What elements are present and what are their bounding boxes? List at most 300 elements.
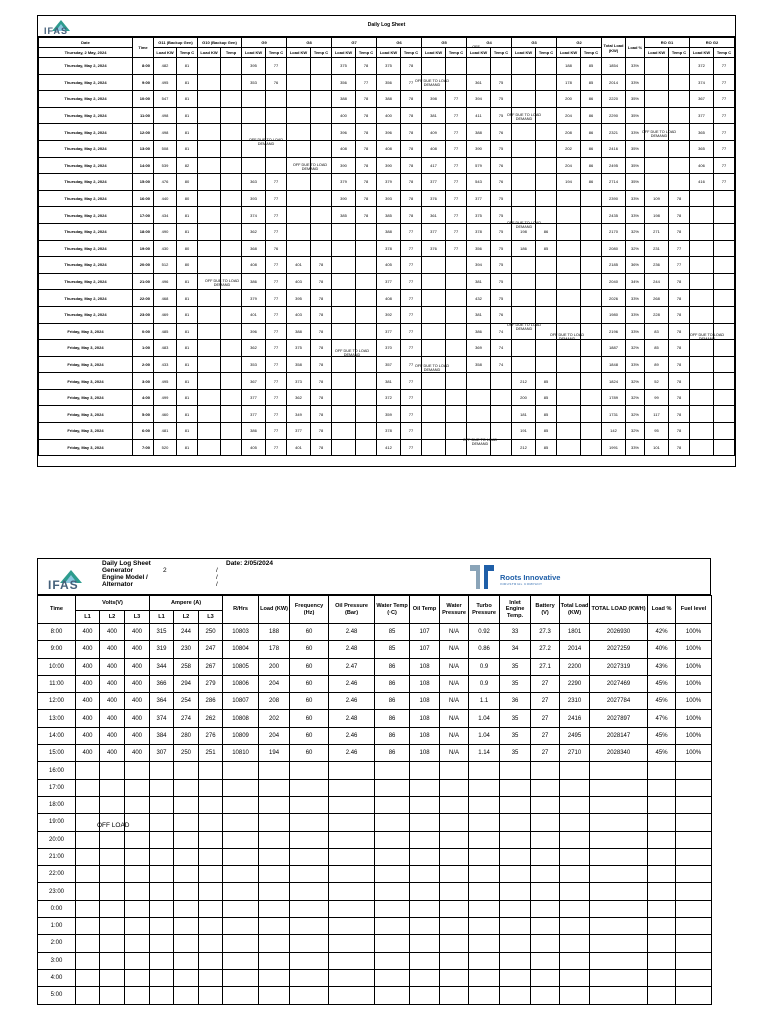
cell-tp: 1.14 bbox=[469, 745, 500, 762]
note-off-load-g3-c: OFF DUE TO LOAD DEMAND bbox=[506, 323, 542, 332]
cell-freq: 60 bbox=[290, 658, 329, 675]
row-time: 6:00 bbox=[133, 423, 154, 440]
cell-g9t: 76 bbox=[266, 240, 287, 257]
sub-l2: L2 bbox=[174, 611, 199, 624]
cell-g5t bbox=[446, 290, 467, 307]
cell-g10t bbox=[221, 91, 242, 108]
cell-bat: 27 bbox=[531, 693, 560, 710]
cell-pct: 35% bbox=[626, 107, 645, 124]
table-row bbox=[38, 745, 712, 762]
col-header-g11: G11 (Backup Gen) bbox=[154, 38, 198, 48]
cell-ot bbox=[410, 796, 440, 813]
cell-total: 2435 bbox=[602, 207, 626, 224]
cell-g4t: 74 bbox=[491, 356, 512, 373]
cell-tl bbox=[560, 866, 590, 883]
table-row bbox=[39, 157, 735, 174]
cell-pct: 32% bbox=[626, 406, 645, 423]
cell-ro1t bbox=[669, 91, 690, 108]
sub-load-kw: Load KW bbox=[645, 48, 669, 58]
sub-temp: Temp bbox=[221, 48, 242, 58]
cell-g5kw: 408 bbox=[422, 140, 446, 157]
cell-pct: 32% bbox=[626, 223, 645, 240]
cell-g5kw bbox=[422, 306, 446, 323]
cell-fuel bbox=[676, 987, 712, 1004]
cell-ro1kw: 109 bbox=[645, 190, 669, 207]
cell-g5t bbox=[446, 373, 467, 390]
cell-g5t: 77 bbox=[446, 157, 467, 174]
cell-g11kw: 433 bbox=[154, 356, 177, 373]
cell-g4t: 76 bbox=[491, 174, 512, 191]
cell-g9kw bbox=[242, 107, 266, 124]
slash-1: / bbox=[216, 567, 218, 574]
cell-load: 204 bbox=[259, 675, 290, 692]
cell-ro2kw: 372 bbox=[690, 58, 714, 75]
cell-kwh bbox=[590, 883, 648, 900]
cell-wt bbox=[375, 969, 410, 986]
cell-a3 bbox=[199, 796, 223, 813]
cell-ro2t bbox=[714, 306, 735, 323]
cell-g7t bbox=[356, 240, 377, 257]
cell-ro1t bbox=[669, 58, 690, 75]
cell-ro1t: 78 bbox=[669, 356, 690, 373]
sub-load-kw: Load KW bbox=[422, 48, 446, 58]
cell-g3t: 85 bbox=[536, 240, 557, 257]
cell-v2 bbox=[100, 935, 125, 952]
cell-g3t bbox=[536, 273, 557, 290]
cell-g7kw: 390 bbox=[332, 190, 356, 207]
cell-ro2kw bbox=[690, 340, 714, 357]
cell-g3kw: 198 bbox=[512, 223, 536, 240]
cell-v1 bbox=[76, 969, 100, 986]
cell-g3t bbox=[536, 190, 557, 207]
cell-g4t bbox=[491, 389, 512, 406]
cell-g3kw: 181 bbox=[512, 406, 536, 423]
cell-ro2kw bbox=[690, 406, 714, 423]
cell-a2: 274 bbox=[174, 710, 199, 727]
cell-g11kw: 440 bbox=[154, 190, 177, 207]
cell-a2 bbox=[174, 900, 199, 917]
row-date: Thursday, May 2, 2024 bbox=[39, 124, 133, 141]
row-time: 23:00 bbox=[133, 306, 154, 323]
cell-load bbox=[259, 796, 290, 813]
sub-load-kw: Load KW bbox=[242, 48, 266, 58]
cell-oilp: 2.48 bbox=[329, 624, 375, 641]
cell-g8t: 78 bbox=[311, 406, 332, 423]
cell-v3 bbox=[125, 866, 150, 883]
cell-wp: N/A bbox=[440, 641, 469, 658]
cell-v2: 400 bbox=[100, 641, 125, 658]
cell-g4t: 75 bbox=[491, 240, 512, 257]
cell-tp bbox=[469, 796, 500, 813]
cell-g10kw bbox=[198, 389, 221, 406]
row-date: Friday, May 3, 2024 bbox=[39, 356, 133, 373]
cell-g2kw: 208 bbox=[557, 124, 581, 141]
cell-ro2kw bbox=[690, 273, 714, 290]
cell-g4kw: 369 bbox=[467, 340, 491, 357]
cell-g8kw: 388 bbox=[287, 323, 311, 340]
cell-tl bbox=[560, 762, 590, 779]
cell-g10kw bbox=[198, 124, 221, 141]
cell-fuel bbox=[676, 866, 712, 883]
cell-g2kw: 204 bbox=[557, 157, 581, 174]
row-date: Friday, May 3, 2024 bbox=[39, 323, 133, 340]
cell-g6t: 78 bbox=[401, 58, 422, 75]
cell-g9t: 77 bbox=[266, 389, 287, 406]
cell-g10kw bbox=[198, 257, 221, 274]
cell-load bbox=[259, 918, 290, 935]
cell-load: 194 bbox=[259, 745, 290, 762]
cell-a3: 267 bbox=[199, 658, 223, 675]
cell-g4kw: 378 bbox=[467, 223, 491, 240]
sheet1-table bbox=[38, 37, 735, 456]
cell-wt bbox=[375, 987, 410, 1004]
col-header-water-temp: Water Temp (·C) bbox=[375, 596, 410, 624]
cell-wt bbox=[375, 935, 410, 952]
col-header-volts: Volts(V) bbox=[76, 596, 150, 611]
cell-kwh bbox=[590, 952, 648, 969]
cell-g4t bbox=[491, 58, 512, 75]
cell-ro1t: 78 bbox=[669, 373, 690, 390]
cell-ro1kw bbox=[645, 74, 669, 91]
cell-g6kw: 359 bbox=[377, 406, 401, 423]
cell-a2: 254 bbox=[174, 693, 199, 710]
cell-g9t: 77 bbox=[266, 439, 287, 456]
cell-a1 bbox=[150, 883, 174, 900]
row-time: 13:00 bbox=[133, 140, 154, 157]
cell-g6t: 78 bbox=[401, 190, 422, 207]
table-row bbox=[39, 207, 735, 224]
col-header-g6: G6 bbox=[377, 38, 422, 48]
cell-ro2t bbox=[714, 406, 735, 423]
cell-kwh bbox=[590, 987, 648, 1004]
cell-g5t bbox=[446, 406, 467, 423]
cell-total: 2321 bbox=[602, 124, 626, 141]
cell-oilp bbox=[329, 987, 375, 1004]
cell-g4kw: 432 bbox=[467, 290, 491, 307]
cell-tl bbox=[560, 779, 590, 796]
cell-g3t bbox=[536, 340, 557, 357]
cell-kwh: 2027319 bbox=[590, 658, 648, 675]
cell-g3kw bbox=[512, 356, 536, 373]
cell-g7t bbox=[356, 389, 377, 406]
cell-g10t bbox=[221, 58, 242, 75]
cell-a2 bbox=[174, 952, 199, 969]
cell-load: 188 bbox=[259, 624, 290, 641]
cell-g11kw: 520 bbox=[154, 439, 177, 456]
cell-g6kw: 357 bbox=[377, 356, 401, 373]
cell-rhrs bbox=[223, 900, 259, 917]
cell-a3 bbox=[199, 848, 223, 865]
cell-g2t bbox=[581, 273, 602, 290]
cell-a3 bbox=[199, 969, 223, 986]
cell-g2kw: 194 bbox=[557, 174, 581, 191]
cell-kwh: 2027784 bbox=[590, 693, 648, 710]
cell-fuel bbox=[676, 935, 712, 952]
cell-g5t bbox=[446, 423, 467, 440]
col-header-oil-pressure: Oil Pressure (Bar) bbox=[329, 596, 375, 624]
cell-g7t bbox=[356, 423, 377, 440]
cell-g5kw bbox=[422, 423, 446, 440]
cell-g7t: 78 bbox=[356, 91, 377, 108]
sheet2-table bbox=[37, 595, 712, 1005]
daily-log-sheet-1 bbox=[37, 15, 736, 467]
cell-v1 bbox=[76, 935, 100, 952]
cell-v1: 400 bbox=[76, 624, 100, 641]
cell-ro1t: 78 bbox=[669, 273, 690, 290]
cell-g9t: 77 bbox=[266, 323, 287, 340]
cell-v1 bbox=[76, 779, 100, 796]
cell-g6kw: 377 bbox=[377, 323, 401, 340]
cell-v1: 400 bbox=[76, 710, 100, 727]
cell-a2: 294 bbox=[174, 675, 199, 692]
cell-pct: 35% bbox=[626, 91, 645, 108]
cell-tp bbox=[469, 987, 500, 1004]
cell-g8t bbox=[311, 124, 332, 141]
cell-a1 bbox=[150, 935, 174, 952]
cell-g7t: 78 bbox=[356, 107, 377, 124]
cell-g9t: 77 bbox=[266, 190, 287, 207]
cell-pct: 32% bbox=[626, 240, 645, 257]
cell-g7t: 78 bbox=[356, 140, 377, 157]
cell-g10t bbox=[221, 340, 242, 357]
row-time: 14:00 bbox=[38, 727, 76, 744]
cell-rhrs bbox=[223, 762, 259, 779]
cell-kwh: 2027469 bbox=[590, 675, 648, 692]
cell-load bbox=[259, 935, 290, 952]
cell-g5t bbox=[446, 257, 467, 274]
cell-g10t bbox=[221, 406, 242, 423]
cell-ro2kw bbox=[690, 306, 714, 323]
row-time: 18:00 bbox=[38, 796, 76, 813]
cell-v1 bbox=[76, 831, 100, 848]
sub-load-kw: Load KW bbox=[154, 48, 177, 58]
cell-tl bbox=[560, 796, 590, 813]
cell-iet: 35 bbox=[500, 710, 531, 727]
cell-fuel: 100% bbox=[676, 658, 712, 675]
cell-v2 bbox=[100, 779, 125, 796]
cell-g4t bbox=[491, 423, 512, 440]
sub-temp-c: Temp C bbox=[714, 48, 735, 58]
cell-g8kw bbox=[287, 91, 311, 108]
cell-g4kw: 390 bbox=[467, 140, 491, 157]
cell-oilp: 2.47 bbox=[329, 658, 375, 675]
cell-pct: 47% bbox=[648, 710, 676, 727]
cell-ro1kw: 271 bbox=[645, 223, 669, 240]
cell-tp: 0.92 bbox=[469, 624, 500, 641]
row-time: 19:00 bbox=[38, 814, 76, 831]
cell-g2t bbox=[581, 356, 602, 373]
cell-freq: 60 bbox=[290, 641, 329, 658]
cell-ro2kw: 377 bbox=[690, 107, 714, 124]
note-off-load-g5-a: OFF DUE TO LOAD DEMAND bbox=[414, 79, 450, 88]
cell-g5kw: 398 bbox=[422, 91, 446, 108]
cell-iet bbox=[500, 987, 531, 1004]
cell-g5kw: 377 bbox=[422, 174, 446, 191]
table-row bbox=[38, 900, 712, 917]
col-header-battery: Battery (V) bbox=[531, 596, 560, 624]
cell-g7t bbox=[356, 439, 377, 456]
cell-g11kw: 496 bbox=[154, 273, 177, 290]
cell-a3 bbox=[199, 866, 223, 883]
cell-a3: 286 bbox=[199, 693, 223, 710]
cell-a1 bbox=[150, 814, 174, 831]
cell-ro2kw: 367 bbox=[690, 91, 714, 108]
cell-oilp bbox=[329, 762, 375, 779]
cell-rhrs bbox=[223, 848, 259, 865]
cell-pct: 33% bbox=[626, 124, 645, 141]
cell-total: 2714 bbox=[602, 174, 626, 191]
cell-g7t bbox=[356, 290, 377, 307]
cell-total: 142 bbox=[602, 423, 626, 440]
cell-g11t: 81 bbox=[177, 439, 198, 456]
cell-ro2kw bbox=[690, 439, 714, 456]
row-time: 20:00 bbox=[38, 831, 76, 848]
cell-v3 bbox=[125, 952, 150, 969]
cell-freq bbox=[290, 831, 329, 848]
table-row bbox=[38, 814, 712, 831]
cell-g6t: 78 bbox=[401, 124, 422, 141]
cell-v1 bbox=[76, 883, 100, 900]
cell-g9t: 77 bbox=[266, 223, 287, 240]
table-row bbox=[39, 389, 735, 406]
cell-wt bbox=[375, 883, 410, 900]
cell-g5t bbox=[446, 58, 467, 75]
cell-g2kw bbox=[557, 306, 581, 323]
cell-pct bbox=[648, 987, 676, 1004]
cell-g5kw bbox=[422, 439, 446, 456]
row-time: 0:00 bbox=[133, 323, 154, 340]
cell-g4t: 75 bbox=[491, 223, 512, 240]
cell-freq bbox=[290, 848, 329, 865]
cell-g7t bbox=[356, 373, 377, 390]
table-row bbox=[39, 423, 735, 440]
cell-g5t: 77 bbox=[446, 190, 467, 207]
cell-g11kw: 495 bbox=[154, 373, 177, 390]
cell-load bbox=[259, 883, 290, 900]
cell-pct: 32% bbox=[626, 423, 645, 440]
cell-g2kw: 204 bbox=[557, 107, 581, 124]
cell-tp: 1.04 bbox=[469, 727, 500, 744]
cell-g10kw bbox=[198, 107, 221, 124]
cell-iet bbox=[500, 831, 531, 848]
cell-fuel: 100% bbox=[676, 624, 712, 641]
cell-g4t: 75 bbox=[491, 207, 512, 224]
cell-freq bbox=[290, 918, 329, 935]
cell-g3t bbox=[536, 58, 557, 75]
row-date: Thursday, May 2, 2024 bbox=[39, 257, 133, 274]
cell-ro1kw: 83 bbox=[645, 323, 669, 340]
cell-bat: 27 bbox=[531, 675, 560, 692]
cell-ro1t: 78 bbox=[669, 306, 690, 323]
cell-wp bbox=[440, 779, 469, 796]
cell-v2 bbox=[100, 866, 125, 883]
cell-g7kw bbox=[332, 273, 356, 290]
cell-ro1kw: 236 bbox=[645, 257, 669, 274]
cell-g3t: 85 bbox=[536, 406, 557, 423]
row-date: Friday, May 3, 2024 bbox=[39, 340, 133, 357]
cell-g9kw: 367 bbox=[242, 373, 266, 390]
cell-fuel bbox=[676, 952, 712, 969]
note-off-load-g7: OFF DUE TO LOAD DEMAND bbox=[334, 349, 370, 358]
cell-g3kw bbox=[512, 190, 536, 207]
cell-g8t bbox=[311, 240, 332, 257]
cell-a1 bbox=[150, 779, 174, 796]
cell-pct bbox=[648, 814, 676, 831]
roots-innovative-logo bbox=[466, 563, 586, 591]
cell-g5kw: 377 bbox=[422, 223, 446, 240]
sub-l3: L3 bbox=[199, 611, 223, 624]
cell-g11kw: 482 bbox=[154, 58, 177, 75]
cell-rhrs bbox=[223, 779, 259, 796]
cell-pct bbox=[648, 883, 676, 900]
cell-g6kw: 356 bbox=[377, 74, 401, 91]
cell-iet bbox=[500, 866, 531, 883]
cell-total: 2196 bbox=[602, 323, 626, 340]
row-date: Thursday, May 2, 2024 bbox=[39, 190, 133, 207]
cell-tp: 1.1 bbox=[469, 693, 500, 710]
cell-tp bbox=[469, 969, 500, 986]
sheet1-body bbox=[39, 58, 735, 456]
note-off-load-ro-g2: OFF DUE TO LOAD DEMAND bbox=[689, 333, 725, 342]
cell-ro1t: 77 bbox=[669, 240, 690, 257]
cell-g5t: 77 bbox=[446, 207, 467, 224]
cell-v2 bbox=[100, 848, 125, 865]
cell-g4t: 76 bbox=[491, 306, 512, 323]
cell-wt bbox=[375, 866, 410, 883]
table-row bbox=[39, 356, 735, 373]
cell-g7t bbox=[356, 223, 377, 240]
cell-g9t: 77 bbox=[266, 406, 287, 423]
cell-pct bbox=[648, 848, 676, 865]
cell-pct bbox=[648, 918, 676, 935]
cell-g11t: 80 bbox=[177, 174, 198, 191]
row-date: Thursday, May 2, 2024 bbox=[39, 273, 133, 290]
row-date: Friday, May 3, 2024 bbox=[39, 389, 133, 406]
cell-g6t: 77 bbox=[401, 273, 422, 290]
cell-a3 bbox=[199, 779, 223, 796]
cell-a2 bbox=[174, 969, 199, 986]
cell-ro1t: 78 bbox=[669, 340, 690, 357]
cell-a2 bbox=[174, 779, 199, 796]
cell-g8t bbox=[311, 74, 332, 91]
cell-g5kw bbox=[422, 373, 446, 390]
cell-g8kw: 373 bbox=[287, 373, 311, 390]
cell-total: 2390 bbox=[602, 190, 626, 207]
cell-g6t: 78 bbox=[401, 174, 422, 191]
cell-g8t bbox=[311, 140, 332, 157]
cell-ro1kw: 117 bbox=[645, 406, 669, 423]
daily-log-sheet-2 bbox=[37, 558, 711, 1024]
cell-g4t: 76 bbox=[491, 157, 512, 174]
cell-g5kw: 376 bbox=[422, 190, 446, 207]
cell-g2t: 86 bbox=[581, 91, 602, 108]
cell-g11t: 81 bbox=[177, 389, 198, 406]
cell-g5t: 77 bbox=[446, 174, 467, 191]
cell-ro2t bbox=[714, 223, 735, 240]
cell-v2: 400 bbox=[100, 745, 125, 762]
cell-freq: 60 bbox=[290, 727, 329, 744]
row-time: 11:00 bbox=[38, 675, 76, 692]
cell-g4kw: 411 bbox=[467, 107, 491, 124]
cell-pct: 42% bbox=[648, 624, 676, 641]
table-row bbox=[39, 290, 735, 307]
cell-g7kw: 390 bbox=[332, 157, 356, 174]
cell-g3kw bbox=[512, 273, 536, 290]
cell-g6kw: 412 bbox=[377, 439, 401, 456]
cell-g8kw: 403 bbox=[287, 273, 311, 290]
cell-iet bbox=[500, 814, 531, 831]
row-time: 20:00 bbox=[133, 257, 154, 274]
